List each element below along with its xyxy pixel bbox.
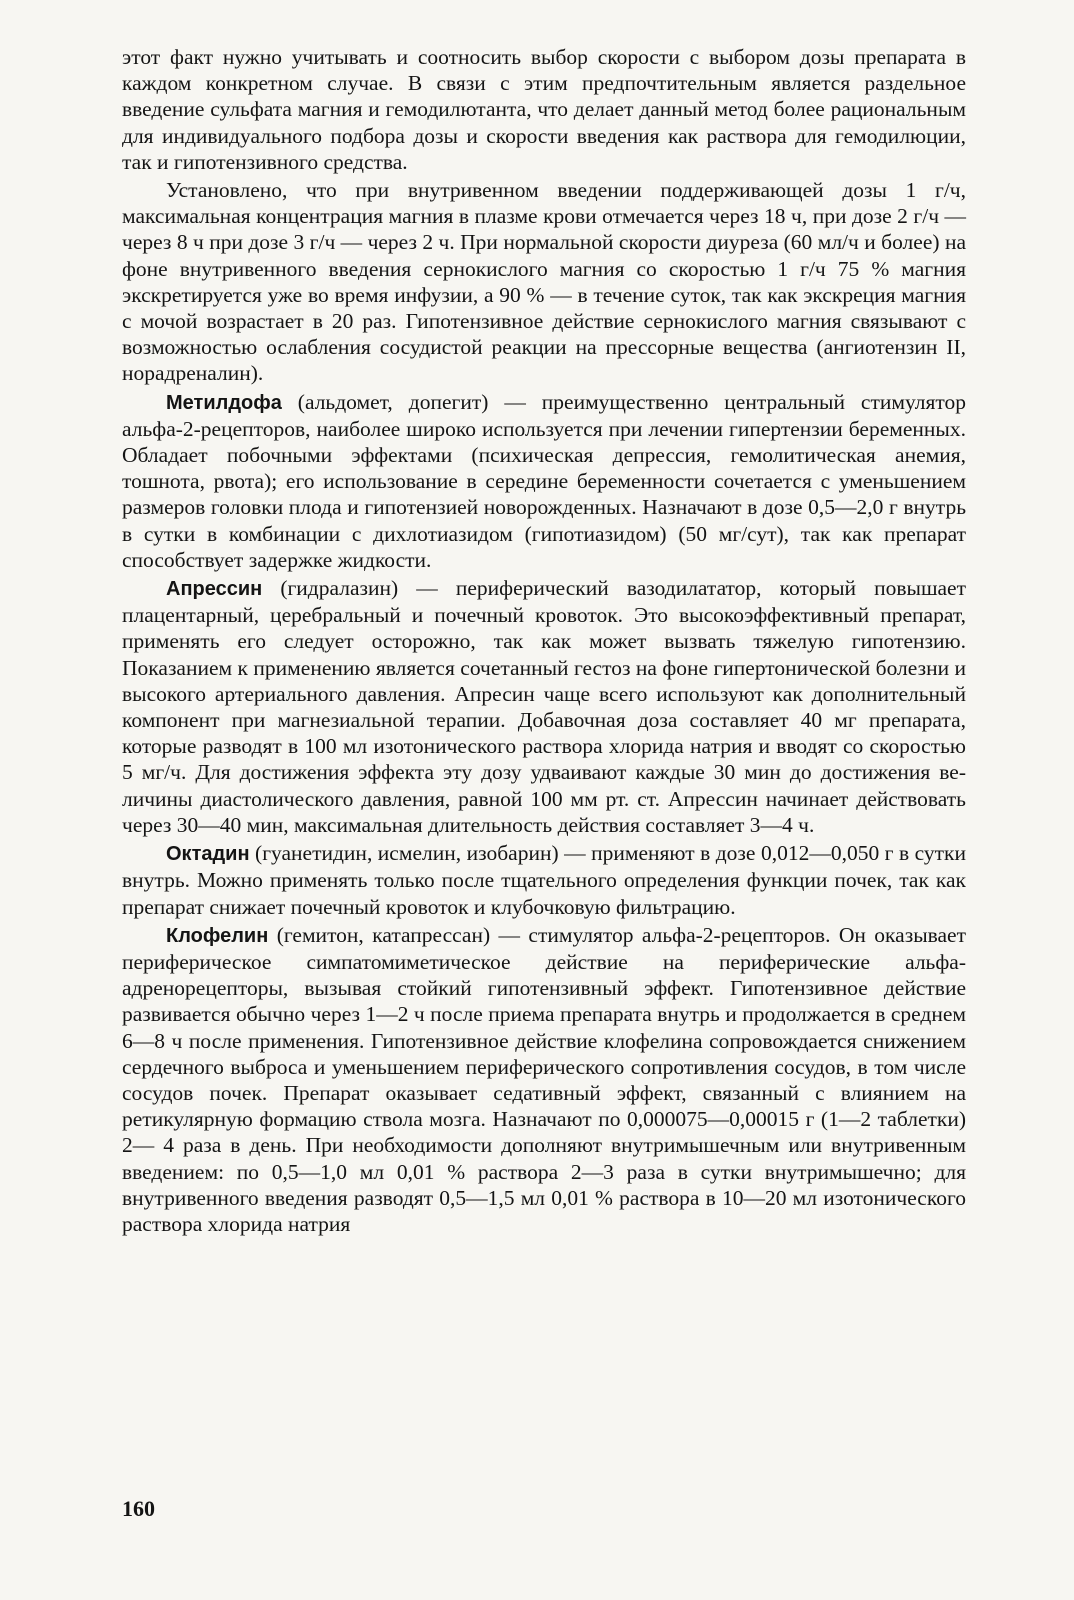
paragraph-text: этот факт нужно учитывать и соотносить выбор скорости с выбором дозы препарата в каждом конкретном случае. В связи с этим предпочтительным является раздельное введение сульфата магния и гемодилютанта, что делает данный метод более рациональным для индивидуального подбора дозы и скорости введения как раствора для гемодилюции, так и гипотензивного средства.	[122, 45, 966, 174]
paragraph-text: (гидралазин) — периферический вазодилататор, который повышает плацентарный, церебральный и почечный кровоток. Это высокоэффективный препарат, применять его следует осторожно, так как может вызвать тяжелую гипотензию. Показанием к применению является сочетанный гестоз на фоне гипертонической болезни и высокого артериального давления. Апресин чаще всего используют как дополнительный компонент при магнезиальной терапии. Добавочная доза составляет 40 мг препарата, которые разводят в 100 мл изотонического раствора хлорида натрия и вводят со скоростью 5 мг/ч. Для достижения эффекта эту дозу удваивают каждые 30 мин до достижения величины диастолического давления, равной 100 мм рт. ст. Апрессин начинает действовать через 30—40 мин, максимальная длительность действия составляет 3—4 ч.	[122, 576, 966, 837]
paragraph-apressin	[122, 575, 966, 838]
paragraph-clofelin	[122, 922, 966, 1237]
paragraph-text: (альдомет, допегит) — преимущественно центральный стимулятор альфа-2-рецепторов, наиболее широко используется при лечении гипертензии беременных. Обладает побочными эффектами (психическая депрессия, гемолитическая анемия, тошнота, рвота); его использование в середине беременности сочетается с уменьшением размеров головки плода и гипотензией новорожденных. Назначают в дозе 0,5—2,0 г внутрь в сутки в комбинации с дихлотиазидом (гипотиазидом) (50 мг/сут), так как препарат способствует задержке жидкости.	[122, 389, 966, 572]
paragraph-magnesium-kinetics	[122, 177, 966, 387]
drug-term-clofelin: Клофелин	[166, 924, 269, 947]
drug-term-apressin: Апрессин	[166, 578, 263, 601]
paragraph-methyldopa	[122, 389, 966, 573]
paragraph-octadin	[122, 840, 966, 920]
paragraph-text: (гемитон, катапрессан) — стимулятор альфа-2-рецепторов. Он оказывает периферическое симпатомиметическое действие на периферические альфа-адренорецепторы, вызывая стойкий гипотензивный эффект. Гипотензивное действие развивается обычно через 1—2 ч после приема препарата внутрь и продолжается в среднем 6—8 ч после применения. Гипотензивное действие клофелина сопровождается снижением сердечного выброса и уменьшением периферического сопротивления сосудов, в том числе сосудов почек. Препарат оказывает седативный эффект, связанный с влиянием на ретикулярную формацию ствола мозга. Назначают по 0,000075—0,00015 г (1—2 таблетки) 2— 4 раза в день. При необходимости дополняют внутримышечным или внутривенным введением: по 0,5—1,0 мл 0,01 % раствора 2—3 раза в сутки внутримышечно; для внутривенного введения разводят 0,5—1,5 мл 0,01 % раствора в 10—20 мл изотонического раствора хлорида натрия	[122, 922, 966, 1236]
drug-term-methyldopa: Метилдофа	[166, 391, 282, 414]
paragraph-text: (гуанетидин, исмелин, изобарин) — применяют в дозе 0,012—0,050 г в сутки внутрь. Можно применять только после тщательного определения функции почек, так как препарат снижает почечный кровоток и клубочковую фильтрацию.	[122, 841, 966, 919]
paragraph-text: Установлено, что при внутривенном введении поддерживающей дозы 1 г/ч, максимальная концентрация магния в плазме крови отмечается через 18 ч, при дозе 2 г/ч — через 8 ч при дозе 3 г/ч — через 2 ч. При нормальной скорости диуреза (60 мл/ч и более) на фоне внутривенного введения сернокислого магния со скоростью 1 г/ч 75 % магния экскретируется уже во время инфузии, а 90 % — в течение суток, так как экскреция магния с мочой возрастает в 20 раз. Гипотензивное действие сернокислого магния связывают с возможностью ослабления сосудистой реакции на прессорные вещества (ангиотензин II, норадреналин).	[122, 178, 966, 386]
drug-term-octadin: Октадин	[166, 843, 250, 866]
page-body	[122, 44, 966, 1237]
page-number: 160	[122, 1496, 155, 1521]
paragraph-continuation	[122, 44, 966, 175]
